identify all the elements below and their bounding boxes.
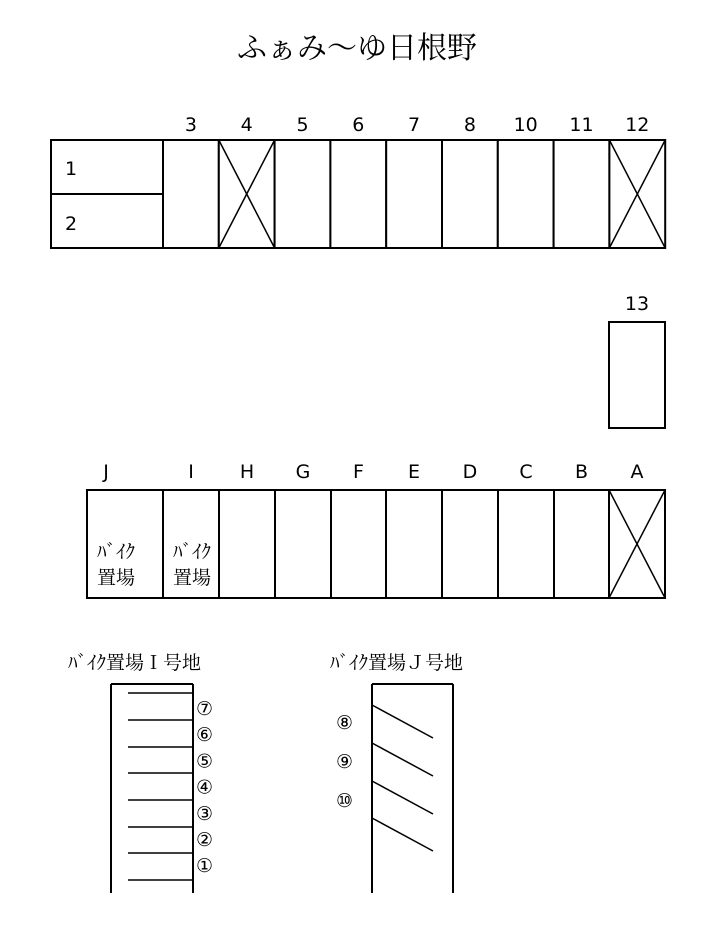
space-A — [609, 461, 665, 598]
space-label: H — [239, 461, 255, 483]
space-D — [442, 461, 498, 598]
bottom-row — [87, 461, 665, 598]
bike-slot-number: ⑦ — [196, 698, 214, 720]
space-C — [498, 461, 554, 598]
space-label: 7 — [408, 114, 421, 136]
space-box — [498, 140, 554, 248]
space-10 — [498, 114, 554, 248]
space-label: 10 — [513, 114, 538, 136]
bike-parking-label: ﾊﾞｲｸ — [97, 541, 136, 563]
space-12 — [609, 114, 665, 248]
space-label: 12 — [625, 114, 650, 136]
space-box — [498, 490, 554, 598]
space-label: 8 — [463, 114, 476, 136]
slot-divider — [372, 781, 433, 814]
space-F — [331, 461, 386, 598]
slot-divider — [372, 705, 433, 738]
bike-area-i-title: ﾊﾞｲｸ置場Ｉ号地 — [68, 652, 202, 674]
space-box — [275, 490, 331, 598]
space-label: G — [295, 461, 311, 483]
bike-slot-number: ⑧ — [336, 712, 354, 734]
space-label: A — [630, 461, 644, 483]
space-6 — [330, 114, 386, 248]
space-7 — [386, 114, 442, 248]
space-I — [163, 461, 219, 598]
bike-slot-number: ③ — [196, 802, 214, 825]
bike-parking-label: 置場 — [97, 567, 136, 589]
space-label-2: 2 — [65, 213, 78, 235]
space-8 — [442, 114, 498, 248]
space-5 — [275, 114, 331, 248]
space-box — [163, 140, 219, 248]
bike-slot-number: ② — [196, 829, 214, 851]
bike-slot-number: ⑤ — [196, 750, 214, 773]
space-box — [330, 140, 386, 248]
space-G — [275, 461, 331, 598]
space-box — [442, 490, 498, 598]
bike-area-i — [68, 652, 213, 893]
space-label: B — [574, 461, 589, 483]
slot-divider — [372, 743, 433, 776]
bike-slot-number: ① — [196, 855, 214, 878]
bike-area-j — [330, 652, 463, 893]
space-label: C — [519, 461, 533, 483]
space-11 — [554, 114, 610, 248]
bike-slot-number: ④ — [196, 776, 214, 799]
space-E — [386, 461, 442, 598]
bike-parking-label: ﾊﾞｲｸ — [173, 541, 212, 563]
space-box — [386, 140, 442, 248]
space-label: 11 — [569, 114, 594, 136]
space-label: F — [353, 461, 364, 483]
space-label: J — [103, 461, 109, 483]
space-box — [554, 490, 609, 598]
bike-parking-label: 置場 — [173, 567, 212, 589]
space-label: D — [462, 461, 478, 483]
bike-area-j-title: ﾊﾞｲｸ置場Ｊ号地 — [330, 652, 464, 674]
space-13 — [609, 322, 665, 428]
space-B — [554, 461, 609, 598]
space-box — [386, 490, 442, 598]
bike-slot-number: ⑥ — [196, 724, 214, 747]
space-label: E — [407, 461, 421, 483]
space-box — [275, 140, 331, 248]
space-label: 3 — [184, 114, 197, 136]
space-label: 5 — [296, 114, 309, 136]
space-4 — [219, 114, 275, 248]
space-label: 4 — [240, 114, 253, 136]
space-box — [442, 140, 498, 248]
slot-divider — [372, 818, 433, 851]
bike-slot-number: ⑨ — [336, 751, 354, 773]
space-13-group — [609, 293, 665, 428]
page-title: ふぁみ〜ゆ日根野 — [237, 31, 477, 66]
space-label: 6 — [352, 114, 365, 136]
space-label: I — [188, 461, 194, 483]
space-label-13: 13 — [624, 293, 650, 315]
space-label-1: 1 — [65, 158, 78, 180]
space-box — [331, 490, 386, 598]
space-3 — [163, 114, 219, 248]
space-H — [219, 461, 275, 598]
bike-slot-number: ⑩ — [336, 790, 354, 812]
space-box — [219, 490, 275, 598]
space-box — [554, 140, 610, 248]
space-J — [87, 461, 163, 598]
top-row — [51, 114, 665, 248]
